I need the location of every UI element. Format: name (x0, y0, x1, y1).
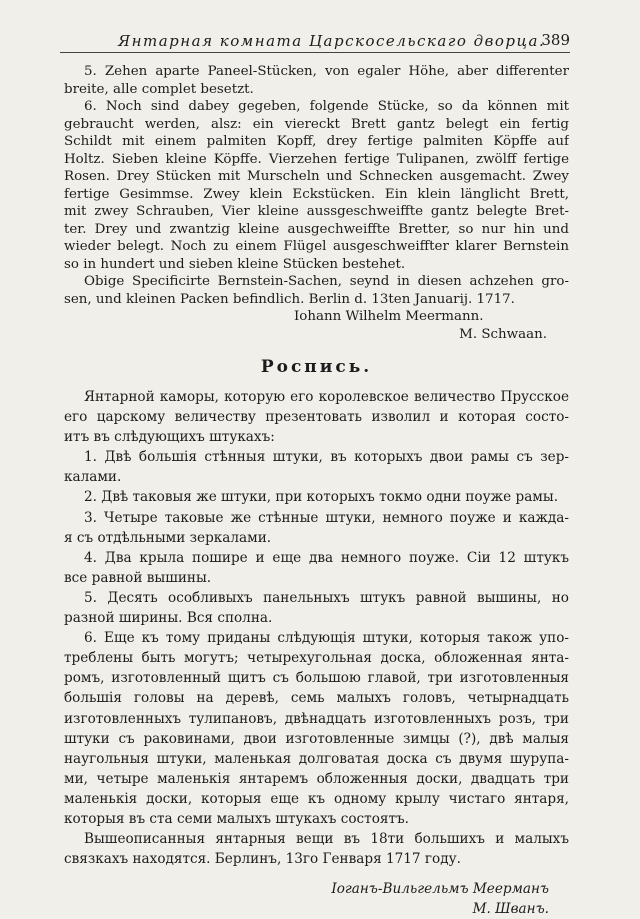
text-line: большія головы на деревѣ, семь малыхъ головъ, четырнадцать (64, 690, 569, 707)
russian-item-5 (64, 588, 569, 628)
text-line: наугольныя штуки, маленькая долговатая доска съ двумя шурупа- (64, 750, 569, 767)
signature-meermann: Iohann Wilhelm Meermann. (294, 309, 484, 324)
russian-intro (64, 387, 569, 447)
text-line: sen, und kleinen Packen befindlich. Berlin d. 13ten Januarij. 1717. (64, 291, 515, 307)
text-line: wieder belegt. Noch zu einem Flügel ausgeschweiffter klarer Bernstein (64, 239, 569, 254)
russian-closing (64, 829, 569, 869)
text-line: ми, четыре маленькія янтаремъ обложенныя доски, двадцать три (64, 770, 569, 787)
text-line: 5. Zehen aparte Paneel-Stücken, von egaler Höhe, aber differenter (84, 64, 569, 79)
text-line: so in hundert und sieben kleine Stücken bestehet. (64, 256, 406, 272)
text-line: ромъ, изготовленный щитъ съ большою главой, три изготовленныя (64, 670, 569, 687)
text-line: 6. Еще къ тому приданы слѣдующія штуки, которыя також упо- (84, 630, 569, 647)
text-line: 6. Noch sind dabey gegeben, folgende Stücke, so da können mit (84, 99, 569, 114)
page-body (64, 63, 569, 919)
text-line: маленькія доски, которыя еще къ одному крылу чистаго янтаря, (64, 790, 569, 807)
russian-item-1 (64, 447, 569, 487)
text-line: 5. Десять особливыхъ панельныхъ штукъ равной вышины, но (84, 589, 569, 606)
text-line: связкахъ находятся. Берлинъ, 13го Генваря 1717 году. (64, 851, 461, 868)
text-line: Schildt mit einem palmiten Kopff, drey fertige palmiten Köpffe auf (64, 134, 569, 149)
text-line: итъ въ слѣдующихъ штукахъ: (64, 429, 275, 446)
text-line: Вышеописанныя янтарныя вещи въ 18ти большихъ и малыхъ (84, 831, 569, 848)
text-line: Rosen. Drey Stücken mit Murscheln und Schnecken ausgemacht. Zwey (64, 169, 569, 184)
german-closing (64, 273, 569, 308)
text-line: штуки съ раковинами, двои изготовленные зимцы (?), двѣ малыя (64, 730, 569, 747)
text-line: изготовленныхъ тулипановъ, двѣнадцать изготовленныхъ розъ, три (64, 710, 569, 727)
signature-shvan-ru: М. Шванъ. (472, 901, 549, 918)
german-inventory (64, 63, 569, 343)
text-line: Holtz. Sieben kleine Köpffe. Vierzehen fertige Tulipanen, zwölff fertige (64, 151, 569, 167)
russian-inventory (64, 387, 569, 919)
text-line: Obige Specificirte Bernstein-Sachen, seynd in diesen achzehen gro- (84, 274, 569, 289)
text-line: ter. Drey und zwantzig kleine ausgechweiffte Bretter, so nur hin und (64, 221, 569, 237)
text-line: треблены быть могутъ; четырехугольная доска, обложенная янта- (64, 650, 569, 667)
text-line: Янтарной каморы, которую его королевское величество Прусское (84, 389, 569, 405)
text-line: 4. Два крыла пошире и еще два немного поуже. Сіи 12 штукъ (84, 549, 569, 566)
german-item-5 (64, 63, 569, 98)
text-line: 2. Двѣ таковыя же штуки, при которыхъ токмо одни поуже рамы. (84, 489, 559, 506)
section-heading: Роспись. (260, 357, 373, 377)
text-line: его царскому величеству презентовать изволил и которая состо- (64, 409, 569, 426)
running-header (60, 30, 570, 53)
text-line: калами. (64, 469, 122, 486)
header-title: Янтарная комната Царскосельскаго дворца. (118, 32, 546, 50)
russian-item-4 (64, 548, 569, 588)
text-line: которыя въ ста семи малыхъ штукахъ состоятъ. (64, 810, 409, 827)
russian-item-3 (64, 508, 569, 548)
text-line: breite, alle complet besetzt. (64, 81, 254, 97)
text-line: 1. Двѣ большія стѣнныя штуки, въ которыхъ двои рамы съ зер- (84, 449, 569, 466)
signature-meermann-ru: Іоганъ-Вильгельмъ Меерманъ (331, 881, 549, 898)
german-item-6 (64, 98, 569, 273)
signature-schwaan: M. Schwaan. (459, 326, 547, 342)
text-line: fertige Gesimmse. Zwey klein Eckstücken. Ein klein länglicht Brett, (64, 186, 569, 202)
russian-item-2 (64, 487, 569, 507)
text-line: разной ширины. Вся сполна. (64, 610, 273, 627)
text-line: mit zwey Schrauben, Vier kleine aussgeschweiffte gantz belegte Bret- (64, 204, 569, 219)
russian-item-6 (64, 628, 569, 829)
text-line: gebraucht werden, alsz: ein viereckt Brett gantz belegt ein fertig (64, 116, 569, 132)
text-line: все равной вышины. (64, 569, 212, 586)
page-number: 389 (541, 31, 570, 49)
text-line: я съ отдѣльными зеркалами. (64, 529, 272, 546)
text-line: 3. Четыре таковые же стѣнные штуки, немного поуже и кажда- (84, 509, 569, 526)
